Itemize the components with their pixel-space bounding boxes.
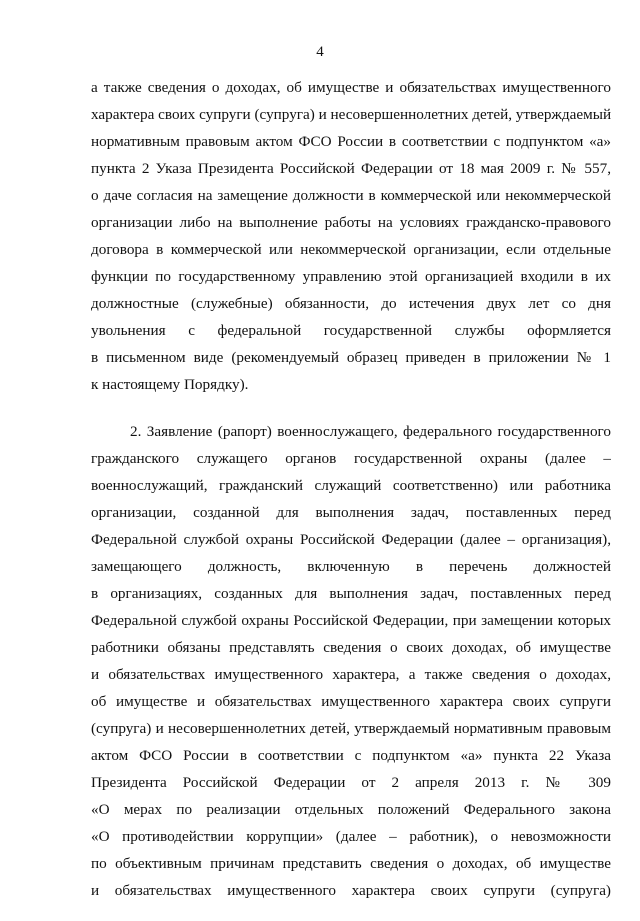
text-line: (супруга) и несовершеннолетних детей, утверждаемый нормативным правовым	[91, 720, 611, 737]
text-line: функции по государственному управлению этой организацией входили в их	[91, 268, 611, 285]
text-line: к настоящему Порядку).	[91, 376, 249, 393]
text-line: и обязательствах имущественного характера, а также сведения о доходах,	[91, 666, 611, 683]
text-line: замещающего должность, включенную в перечень должностей	[91, 558, 611, 575]
text-line: о даче согласия на замещение должности в коммерческой или некоммерческой	[91, 187, 611, 204]
text-line: нормативным правовым актом ФСО России в соответствии с подпунктом «а»	[91, 133, 611, 150]
text-line: увольнения с федеральной государственной службы оформляется	[91, 322, 611, 339]
paragraph-1	[91, 74, 611, 398]
text-line: и обязательствах имущественного характера своих супруги (супруга)	[91, 882, 611, 899]
text-line: «О мерах по реализации отдельных положений Федерального закона	[91, 801, 611, 818]
text-line: по объективным причинам представить сведения о доходах, об имуществе	[91, 855, 611, 872]
text-line: пункта 2 Указа Президента Российской Федерации от 18 мая 2009 г. № 557,	[91, 160, 611, 177]
text-line: «О противодействии коррупции» (далее – работник), о невозможности	[91, 828, 611, 845]
text-line: а также сведения о доходах, об имуществе и обязательствах имущественного	[91, 79, 611, 96]
text-line: военнослужащий, гражданский служащий соответственно) или работника	[91, 477, 611, 494]
text-line: организации, созданной для выполнения задач, поставленных перед	[91, 504, 611, 521]
page-number: 4	[316, 44, 324, 60]
text-line: актом ФСО России в соответствии с подпунктом «а» пункта 22 Указа	[91, 747, 611, 764]
text-line: характера своих супруги (супруга) и несовершеннолетних детей, утверждаемый	[91, 106, 611, 123]
text-line: договора в коммерческой или некоммерческой организации, если отдельные	[91, 241, 611, 258]
paragraph-2	[91, 418, 611, 904]
text-line: об имуществе и обязательствах имущественного характера своих супруги	[91, 693, 611, 710]
text-line: гражданского служащего органов государственной охраны (далее –	[91, 450, 611, 467]
text-line: работники обязаны представлять сведения о своих доходах, об имуществе	[91, 639, 611, 656]
text-line: в письменном виде (рекомендуемый образец приведен в приложении № 1	[91, 349, 611, 366]
text-line: Федеральной службой охраны Российской Федерации (далее – организация),	[91, 531, 611, 548]
text-line: 2. Заявление (рапорт) военнослужащего, федерального государственного	[130, 423, 611, 440]
text-line: должностные (служебные) обязанности, до истечения двух лет со дня	[91, 295, 611, 312]
text-line: в организациях, созданных для выполнения задач, поставленных перед	[91, 585, 611, 602]
text-line: Федеральной службой охраны Российской Федерации, при замещении которых	[91, 612, 611, 629]
text-line: Президента Российской Федерации от 2 апреля 2013 г. № 309	[91, 774, 611, 791]
text-line: организации либо на выполнение работы на условиях гражданско-правового	[91, 214, 611, 231]
